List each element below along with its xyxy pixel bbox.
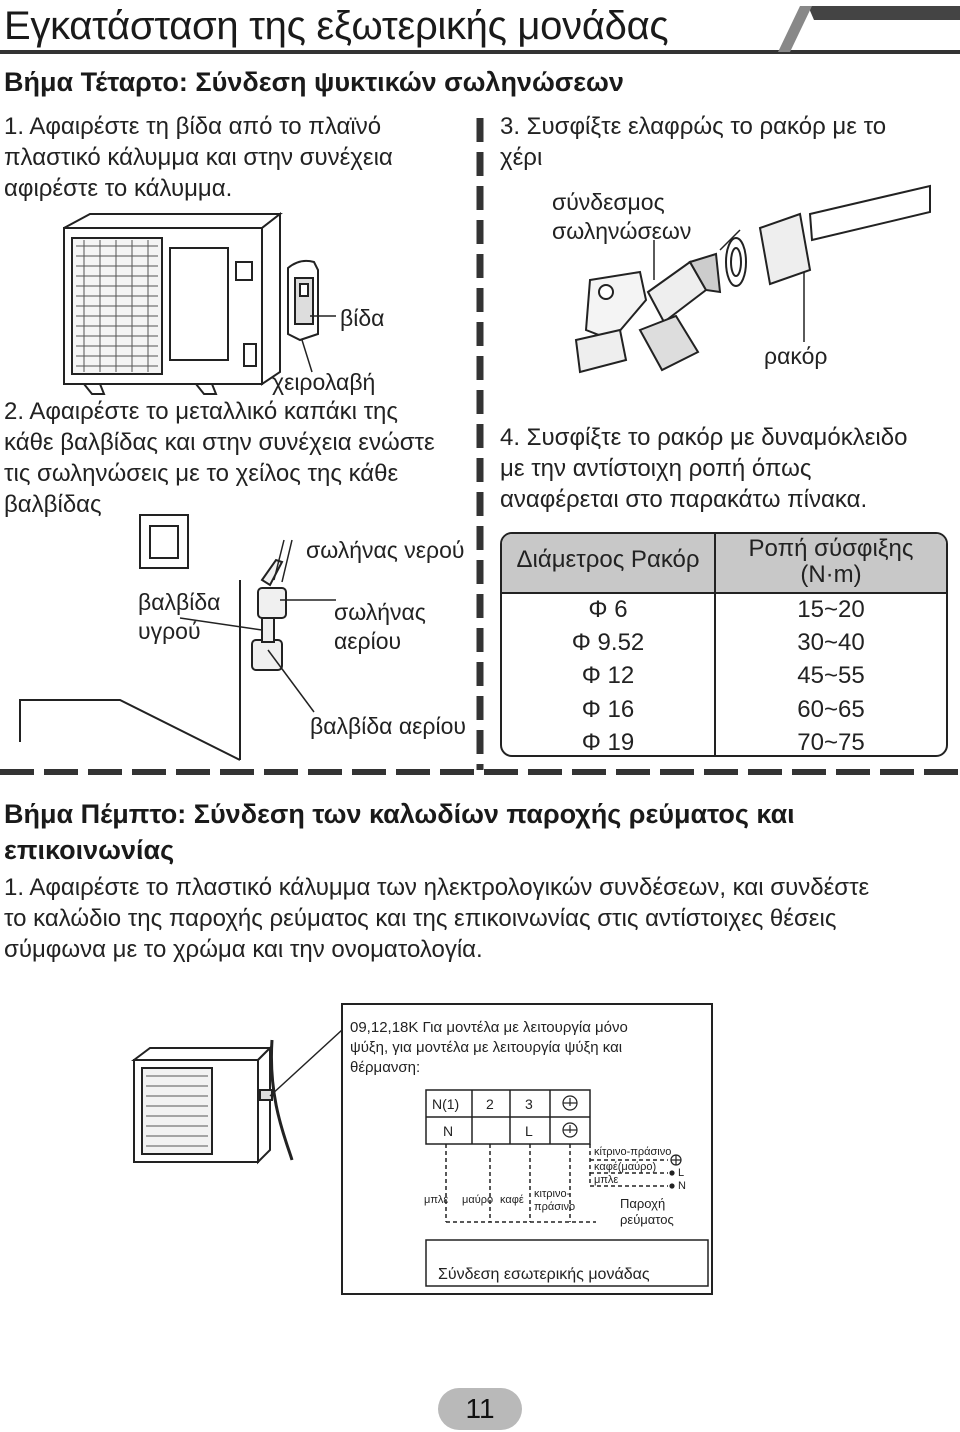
page-title: Εγκατάσταση της εξωτερικής μονάδας — [4, 4, 669, 48]
wire-blue: μπλε — [424, 1194, 449, 1206]
row2-diameter: Φ 9.52 — [571, 629, 645, 656]
supply-label-line2: ρεύματος — [620, 1212, 674, 1227]
pipe-joint-line2: σωληνώσεων — [552, 218, 692, 244]
item3-line1: 3. Συσφίξτε ελαφρώς το ρακόρ με το — [500, 113, 887, 140]
step5-item1-line3: σύμφωνα με το χρώμα και την ονοματολογία. — [4, 936, 483, 963]
label-handle: χειρολαβή — [272, 369, 376, 395]
wire-yellow-green — [534, 1188, 575, 1214]
terminal-2: 2 — [486, 1096, 494, 1112]
header-diameter: Διάμετρος Ρακόρ — [516, 546, 700, 573]
row5-torque: 70~75 — [797, 729, 865, 756]
row3-diameter: Φ 12 — [581, 662, 635, 689]
item4-line2: με την αντίστοιχη ροπή όπως — [500, 455, 812, 482]
step5-heading-line1: Βήμα Πέμπτο: Σύνδεση των καλωδίων παροχής ρεύματος και — [4, 799, 795, 829]
step4-heading: Βήμα Τέταρτο: Σύνδεση ψυκτικών σωληνώσεων — [4, 67, 624, 97]
supply-letter-l: L — [678, 1167, 685, 1179]
wiring-caption-line2: ψύξη, για μοντέλα με λειτουργία ψύξη και — [350, 1039, 623, 1056]
row2-torque: 30~40 — [797, 629, 865, 656]
step5-heading-line2: επικοινωνίας — [4, 835, 175, 865]
item2-line3: τις σωληνώσεις με το χείλος της κάθε — [4, 460, 399, 487]
liquid-valve-line2: υγρού — [138, 618, 201, 644]
row3-torque: 45~55 — [797, 662, 865, 689]
step5-item1-line2: το καλώδιο της παροχής ρεύματος και της επικοινωνίας στις αντίστοιχες θέσεις — [4, 905, 837, 932]
wiring-caption — [350, 1018, 628, 1078]
indoor-unit-label: Σύνδεση εσωτερικής μονάδας — [438, 1266, 650, 1283]
item4-line3: αναφέρεται στο παρακάτω πίνακα. — [500, 486, 868, 513]
row4-diameter: Φ 16 — [581, 696, 635, 723]
label-flare-nut: ρακόρ — [764, 343, 828, 369]
label-gas-valve: βαλβίδα αερίου — [310, 713, 466, 739]
row1-torque: 15~20 — [797, 596, 865, 623]
wire-yellow-green-line1: κιτρινο- — [534, 1188, 571, 1200]
item2-line1: 2. Αφαιρέστε το μεταλλικό καπάκι της — [4, 398, 398, 425]
supply-label-line1: Παροχή — [620, 1196, 666, 1211]
wiring-caption-line1: 09,12,18K Για μοντέλα με λειτουργία μόνο — [350, 1019, 628, 1036]
wiring-caption-line3: θέρμανση: — [350, 1059, 421, 1076]
terminal-n: N — [443, 1123, 454, 1139]
label-screw: βίδα — [340, 305, 385, 331]
terminal-3: 3 — [525, 1096, 533, 1112]
wire-black: μαύρο — [462, 1194, 494, 1206]
pipe-joint-line1: σύνδεσμος — [552, 189, 665, 215]
liquid-valve-line1: βαλβίδα — [138, 589, 221, 615]
gas-pipe-line1: σωλήνας — [334, 599, 426, 625]
step5-item1-line1: 1. Αφαιρέστε το πλαστικό κάλυμμα των ηλεκτρολογικών συνδέσεων, και συνδέστε — [4, 874, 870, 901]
supply-wire-brown: καφέ(μαύρο) — [594, 1161, 657, 1173]
item2-line4: βαλβίδας — [4, 491, 102, 518]
supply-wire-blue: μπλε — [594, 1174, 619, 1186]
page-number: 11 — [438, 1388, 522, 1430]
terminal-n1: N(1) — [432, 1096, 460, 1112]
item1-line3: αφιρέστε το κάλυμμα. — [4, 175, 233, 202]
supply-letter-n: N — [678, 1180, 686, 1192]
supply-label — [620, 1196, 674, 1228]
row1-diameter: Φ 6 — [588, 596, 628, 623]
label-water-pipe: σωλήνας νερού — [306, 537, 465, 563]
terminal-l: L — [525, 1123, 533, 1139]
header-torque-line1: Ροπή σύσφιξης — [748, 535, 914, 562]
row5-diameter: Φ 19 — [581, 729, 635, 756]
row4-torque: 60~65 — [797, 696, 865, 723]
item1-line1: 1. Αφαιρέστε τη βίδα από το πλαϊνό — [4, 113, 382, 140]
item2-line2: κάθε βαλβίδας και στην συνέχεια ενώστε — [4, 429, 435, 456]
gas-pipe-line2: αερίου — [334, 628, 402, 654]
item3-line2: χέρι — [500, 144, 543, 171]
supply-wire-yellow-green: κίτρινο-πράσινο — [594, 1146, 672, 1158]
wire-brown: καφέ — [500, 1194, 524, 1206]
item1-line2: πλαστικό κάλυμμα και στην συνέχεια — [4, 144, 393, 171]
wire-yellow-green-line2: πράσινο — [534, 1201, 576, 1213]
header-torque-line2: (N·m) — [800, 561, 862, 588]
item4-line1: 4. Συσφίξτε το ρακόρ με δυναμόκλειδο — [500, 424, 908, 451]
